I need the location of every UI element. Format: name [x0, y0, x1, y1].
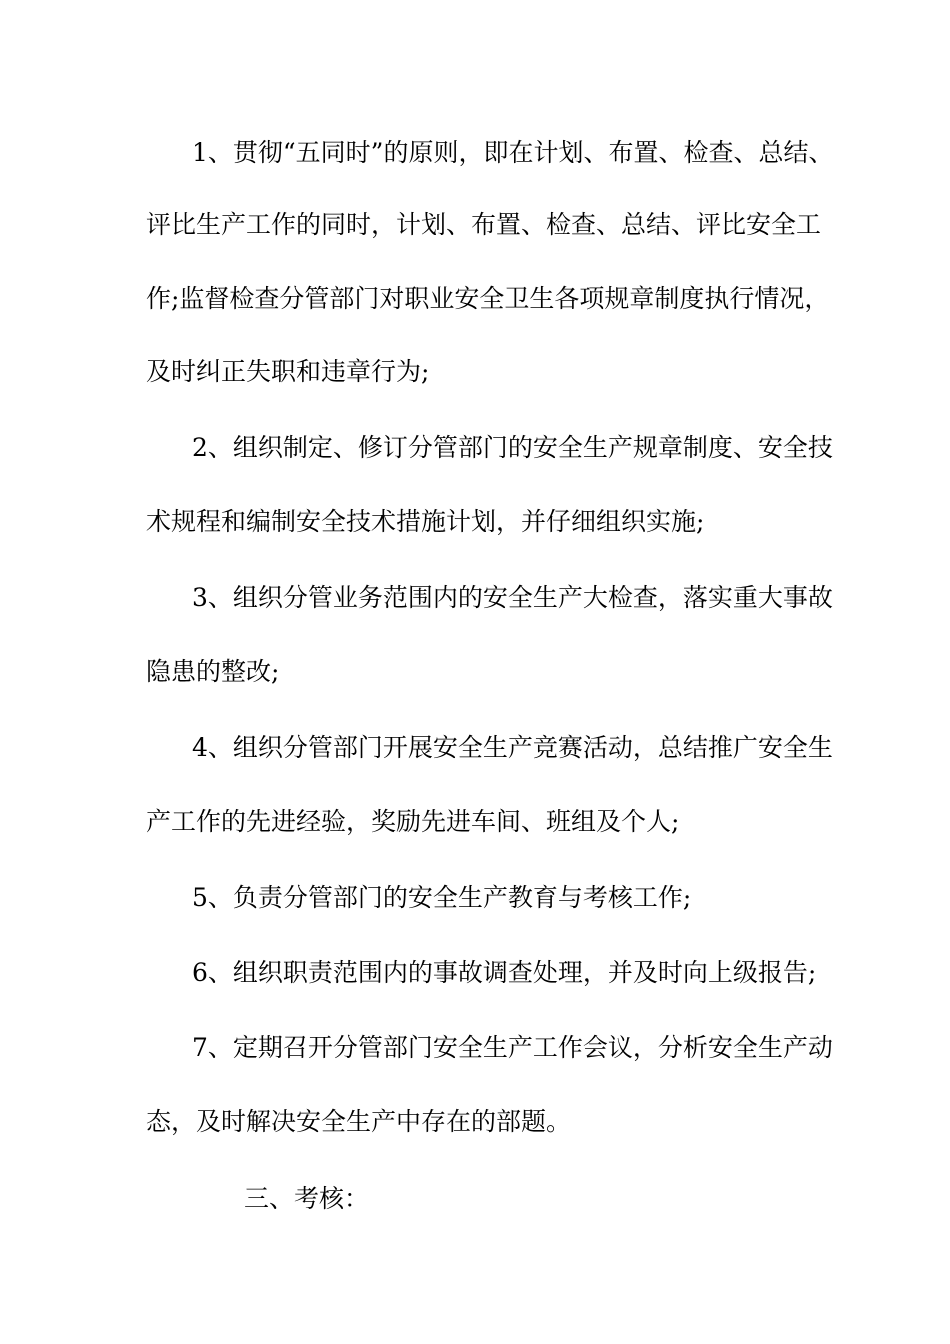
paragraph-3-line-1: 3、组织分管业务范围内的安全生产大检查，落实重大事故	[192, 583, 833, 612]
paragraph-3-line-2: 隐患的整改;	[146, 657, 280, 686]
paragraph-7-line-1: 7、定期召开分管部门安全生产工作会议，分析安全生产动	[192, 1033, 833, 1062]
paragraph-4-line-2: 产工作的先进经验，奖励先进车间、班组及个人;	[146, 807, 680, 836]
paragraph-1-line-1: 1、贯彻“五同时”的原则，即在计划、布置、检查、总结、	[192, 138, 834, 167]
paragraph-4-line-1: 4、组织分管部门开展安全生产竞赛活动，总结推广安全生	[192, 733, 833, 762]
section-heading-assessment: 三、考核：	[244, 1184, 370, 1213]
paragraph-2-line-1: 2、组织制定、修订分管部门的安全生产规章制度、安全技	[192, 433, 833, 462]
paragraph-5-line-1: 5、负责分管部门的安全生产教育与考核工作;	[192, 883, 692, 912]
paragraph-1-line-4: 及时纠正失职和违章行为;	[146, 357, 430, 386]
paragraph-1-line-3: 作;监督检查分管部门对职业安全卫生各项规章制度执行情况，	[146, 284, 830, 313]
paragraph-7-line-2: 态，及时解决安全生产中存在的部题。	[146, 1107, 572, 1136]
paragraph-6-line-1: 6、组织职责范围内的事故调查处理，并及时向上级报告;	[192, 958, 817, 987]
paragraph-2-line-2: 术规程和编制安全技术措施计划，并仔细组织实施;	[146, 507, 705, 536]
paragraph-1-line-2: 评比生产工作的同时，计划、布置、检查、总结、评比安全工	[146, 210, 822, 239]
